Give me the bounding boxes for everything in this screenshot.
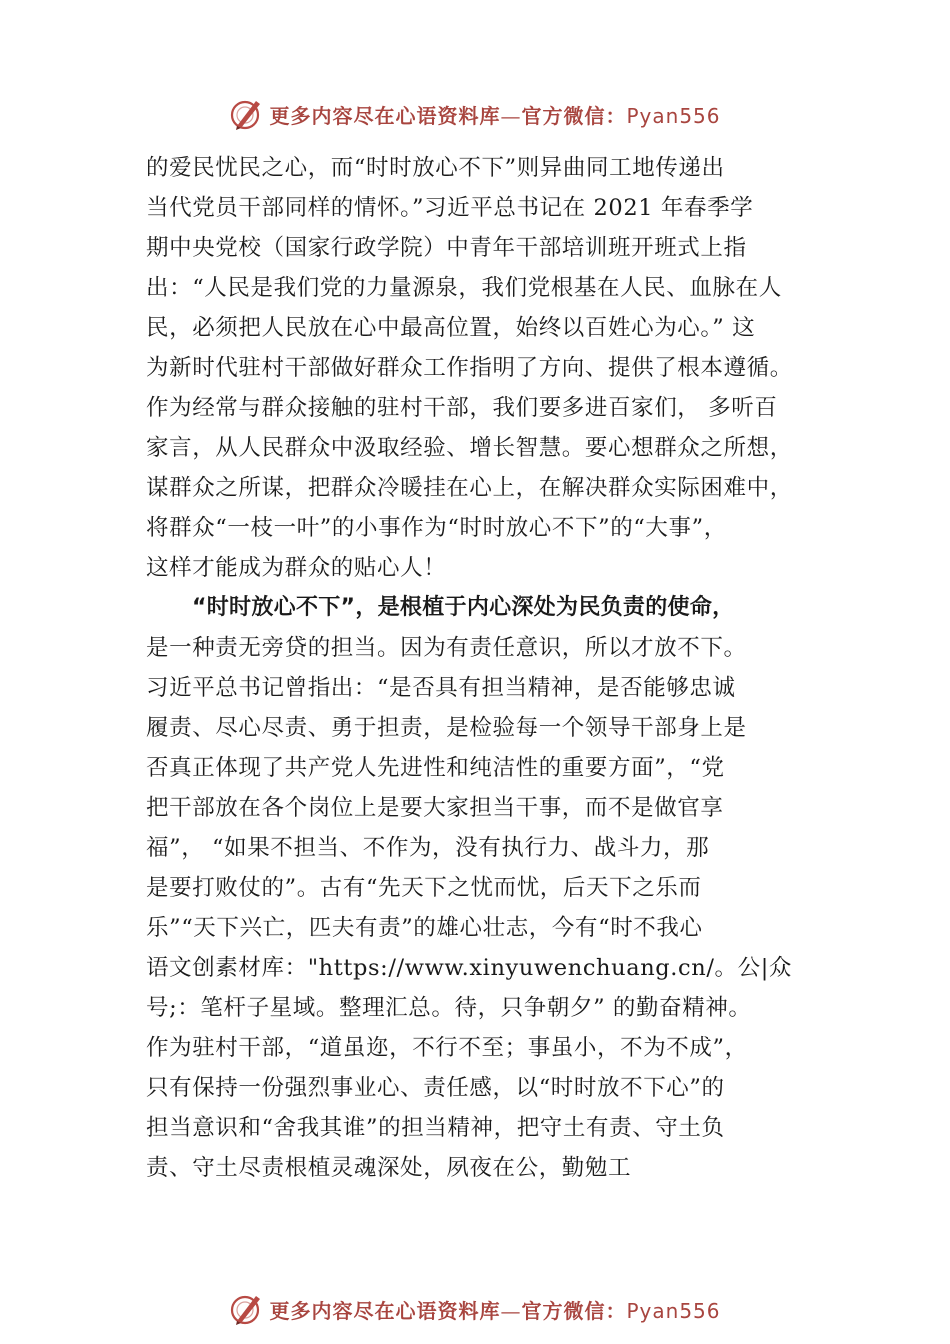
text-line: 谋群众之所谋，把群众冷暖挂在心上，在解决群众实际困难中， bbox=[146, 475, 793, 501]
text-line: 福”， “如果不担当、不作为，没有执行力、战斗力，那 bbox=[146, 835, 710, 861]
text-line: 只有保持一份强烈事业心、责任感，以“时时放不下心”的 bbox=[146, 1075, 725, 1101]
text-line: 为新时代驻村干部做好群众工作指明了方向、提供了根本遵循。 bbox=[146, 355, 793, 381]
banner-official-text: 官方微信： bbox=[521, 103, 627, 128]
text-line: 乐”“天下兴亡，匹夫有责”的雄心壮志，今有“时不我心 bbox=[146, 915, 703, 941]
text-line: 将群众“一枝一叶”的小事作为“时时放心不下”的“大事”， bbox=[146, 515, 727, 541]
text-line: 出：“人民是我们党的力量源泉，我们党根基在人民、血脉在人 bbox=[146, 275, 782, 301]
text-line: 的爱民忧民之心，而“时时放心不下”则异曲同工地传递出 bbox=[146, 155, 725, 181]
text-line: 这样才能成为群众的贴心人！ bbox=[146, 555, 447, 581]
text-line: 家言，从人民群众中汲取经验、增长智慧。要心想群众之所想， bbox=[146, 435, 793, 461]
banner-main-text: 更多内容尽在心语资料库 bbox=[269, 1298, 501, 1323]
text-line: 当代党员干部同样的情怀。”习近平总书记在 2021 年春季学 bbox=[146, 195, 754, 221]
text-line: 作为经常与群众接触的驻村干部，我们要多进百家们， 多听百 bbox=[146, 395, 778, 421]
text-line: 担当意识和“舍我其谁”的担当精神，把守土有责、守土负 bbox=[146, 1115, 725, 1141]
text-line: 是一种责无旁贷的担当。因为有责任意识，所以才放不下。 bbox=[146, 635, 747, 661]
banner-text bbox=[269, 1295, 720, 1324]
banner-text bbox=[269, 100, 720, 129]
text-line: 作为驻村干部，“道虽迩，不行不至；事虽小，不为不成”， bbox=[146, 1035, 748, 1061]
pen-logo-icon bbox=[229, 96, 265, 132]
text-line: 习近平总书记曾指出：“是否具有担当精神，是否能够忠诚 bbox=[146, 675, 736, 701]
banner-dash: — bbox=[500, 1298, 522, 1323]
text-line: 否真正体现了共产党人先进性和纯洁性的重要方面”，“党 bbox=[146, 755, 725, 781]
document-body bbox=[146, 148, 846, 1188]
bold-topic-sentence: “时时放心不下”，是根植于内心深处为民负责的使命， bbox=[192, 595, 735, 620]
text-line: 期中央党校（国家行政学院）中青年干部培训班开班式上指 bbox=[146, 235, 747, 261]
banner-official-text: 官方微信： bbox=[521, 1298, 627, 1323]
banner-dash: — bbox=[500, 103, 522, 128]
banner-main-text: 更多内容尽在心语资料库 bbox=[269, 103, 501, 128]
text-line: 民，必须把人民放在心中最高位置，始终以百姓心为心。” 这 bbox=[146, 315, 756, 341]
footer-banner bbox=[0, 1289, 950, 1329]
header-banner bbox=[0, 94, 950, 134]
banner-wechat-id: Pyan556 bbox=[626, 103, 721, 128]
text-line: 履责、尽心尽责、勇于担责，是检验每一个领导干部身上是 bbox=[146, 715, 747, 741]
banner-wechat-id: Pyan556 bbox=[626, 1298, 721, 1323]
text-line: 语文创素材库："https://www.xinyuwenchuang.cn/。公|众 bbox=[146, 955, 793, 981]
pen-logo-icon bbox=[229, 1291, 265, 1327]
text-line: 把干部放在各个岗位上是要大家担当干事，而不是做官享 bbox=[146, 795, 724, 821]
text-line: 责、守土尽责根植灵魂深处，夙夜在公，勤勉工 bbox=[146, 1155, 632, 1181]
text-line: 是要打败仗的”。古有“先天下之忧而忧，后天下之乐而 bbox=[146, 875, 702, 901]
text-line: 号;：笔杆子星域。整理汇总。待，只争朝夕” 的勤奋精神。 bbox=[146, 995, 752, 1021]
